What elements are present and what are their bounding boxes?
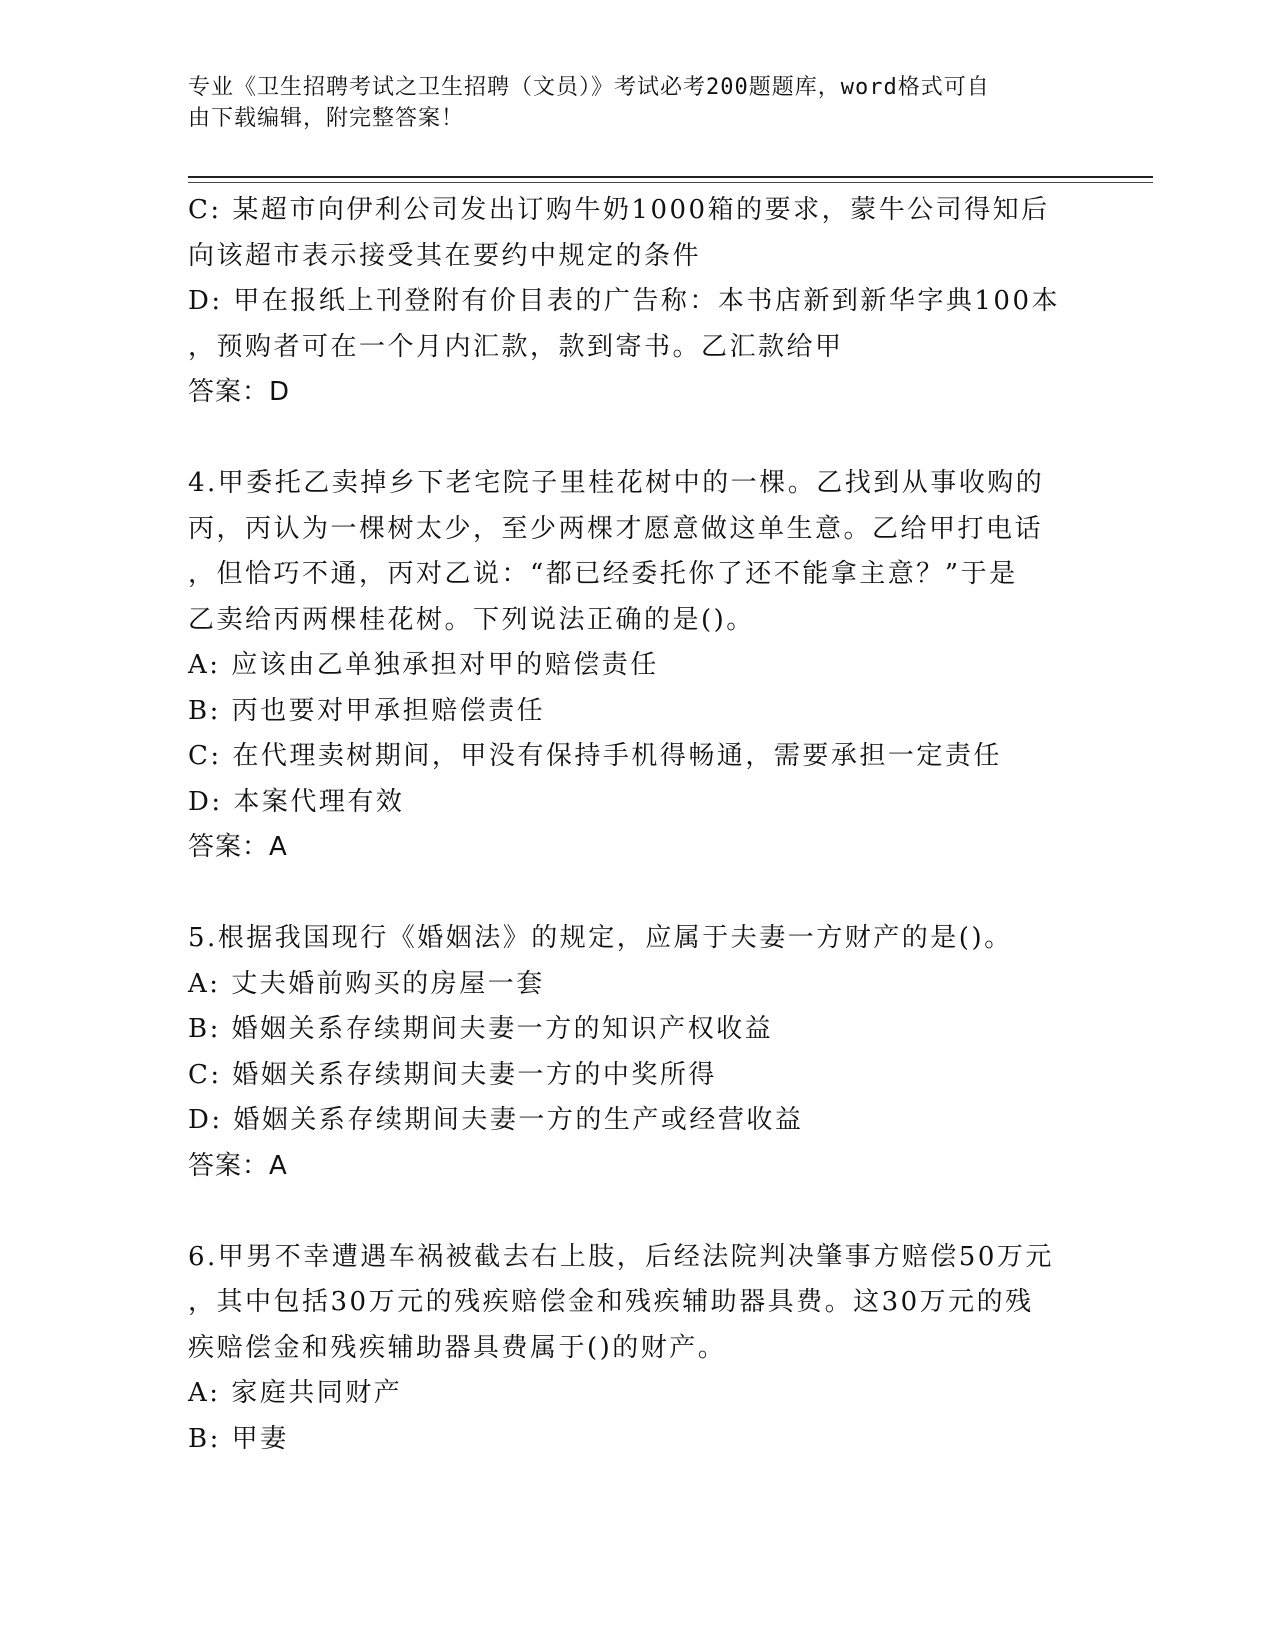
question-stem-line-3: ，但恰巧不通，丙对乙说：“都已经委托你了还不能拿主意？”于是 <box>188 559 1018 589</box>
question-stem-line-3: 疾赔偿金和残疾辅助器具费属于()的财产。 <box>188 1332 727 1363</box>
header-line-2: 由下载编辑，附完整答案！ <box>188 106 465 131</box>
option-c: C: 婚姻关系存续期间夫妻一方的中奖所得 <box>188 1059 717 1090</box>
document-header <box>188 72 1068 134</box>
option-a: A: 家庭共同财产 <box>188 1378 403 1408</box>
option-c: C: 在代理卖树期间，甲没有保持手机得畅通，需要承担一定责任 <box>188 741 1002 771</box>
question-stem-line-4: 乙卖给丙两棵桂花树。下列说法正确的是()。 <box>188 604 755 635</box>
question-stem-line-1: 4.甲委托乙卖掉乡下老宅院子里桂花树中的一棵。乙找到从事收购的 <box>188 468 1045 498</box>
option-b: B: 甲妻 <box>188 1423 289 1454</box>
option-a: A: 丈夫婚前购买的房屋一套 <box>188 968 545 999</box>
option-d: D: 婚姻关系存续期间夫妻一方的生产或经营收益 <box>188 1105 804 1135</box>
option-d-line-2: ，预购者可在一个月内汇款，款到寄书。乙汇款给甲 <box>188 331 844 362</box>
spacer <box>188 416 1078 462</box>
question-4 <box>188 461 1078 871</box>
spacer <box>188 1189 1078 1235</box>
question-stem-line-2: ，其中包括30万元的残疾赔偿金和残疾辅助器具费。这30万元的残 <box>188 1287 1034 1317</box>
header-divider-thick <box>188 176 1153 178</box>
answer-line: 答案：A <box>188 1150 288 1181</box>
option-b: B: 丙也要对甲承担赔偿责任 <box>188 695 546 726</box>
question-stem-line-2: 丙，丙认为一棵树太少，至少两棵才愿意做这单生意。乙给甲打电话 <box>188 513 1044 544</box>
question-stem-line-1: 5.根据我国现行《婚姻法》的规定，应属于夫妻一方财产的是()。 <box>188 923 1013 953</box>
option-d: D: 本案代理有效 <box>188 786 405 817</box>
answer-line: 答案：A <box>188 832 288 862</box>
header-divider-thin <box>188 182 1153 183</box>
option-a: A: 应该由乙单独承担对甲的赔偿责任 <box>188 650 659 680</box>
option-d-line-1: D: 甲在报纸上刊登附有价目表的广告称：本书店新到新华字典100本 <box>188 286 1060 316</box>
option-c-line-1: C: 某超市向伊利公司发出订购牛奶1000箱的要求，蒙牛公司得知后 <box>188 195 1050 225</box>
answer-line: 答案：D <box>188 377 291 407</box>
option-c-line-2: 向该超市表示接受其在要约中规定的条件 <box>188 240 702 271</box>
question-3-tail <box>188 188 1078 416</box>
question-5 <box>188 916 1078 1189</box>
spacer <box>188 871 1078 917</box>
option-b: B: 婚姻关系存续期间夫妻一方的知识产权收益 <box>188 1014 774 1044</box>
question-6 <box>188 1235 1078 1463</box>
header-line-1: 专业《卫生招聘考试之卫生招聘（文员）》考试必考200题题库，word格式可自 <box>188 75 990 100</box>
question-content <box>188 188 1078 1462</box>
question-stem-line-1: 6.甲男不幸遭遇车祸被截去右上肢，后经法院判决肇事方赔偿50万元 <box>188 1241 1054 1272</box>
